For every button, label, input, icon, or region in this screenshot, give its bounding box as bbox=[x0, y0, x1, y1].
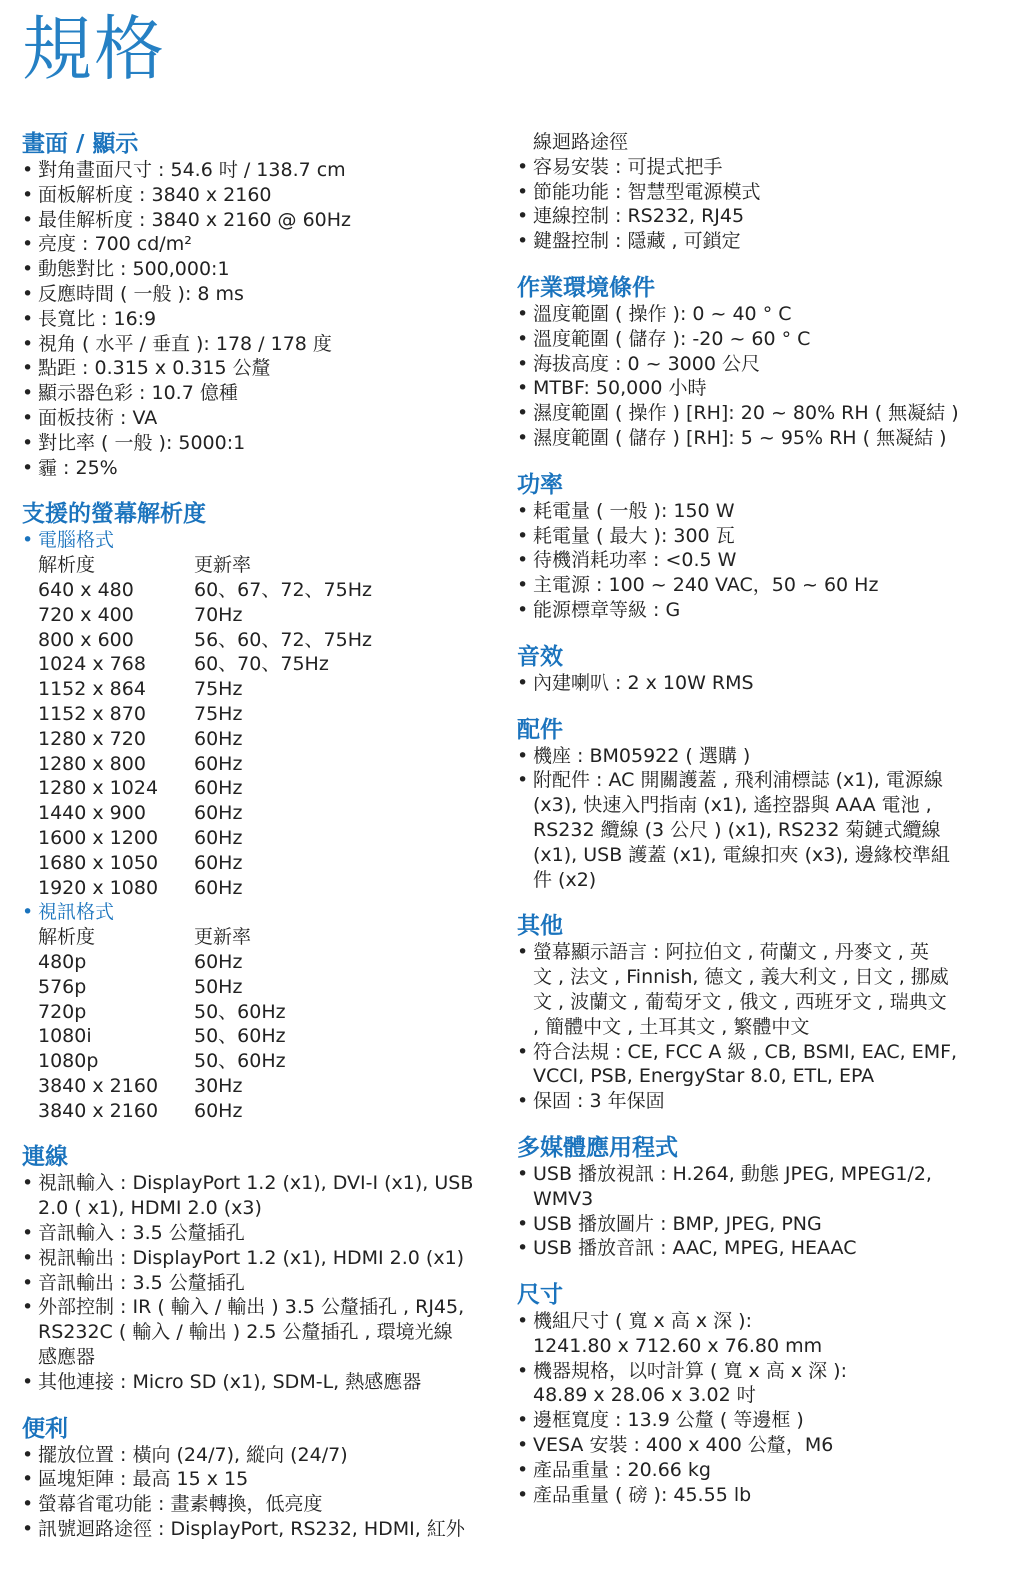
list-item: • 其他連接 : Micro SD (x1), SDM-L, 熱感應器 bbox=[22, 1370, 492, 1395]
list-item: • 鍵盤控制 : 隱藏 , 可鎖定 bbox=[517, 229, 997, 254]
resolution-cell: 3840 x 2160 bbox=[38, 1074, 159, 1097]
refresh-cell: 60Hz bbox=[194, 826, 243, 849]
table-row bbox=[38, 628, 492, 653]
table-row bbox=[38, 776, 492, 801]
table-row bbox=[38, 851, 492, 876]
list-item: • 對比率 ( 一般 ): 5000:1 bbox=[22, 431, 492, 456]
list-item-continued: 2.0 ( x1), HDMI 2.0 (x3) bbox=[38, 1197, 262, 1220]
section-heading-power: 功率 bbox=[517, 471, 563, 498]
refresh-cell: 60Hz bbox=[194, 802, 243, 825]
refresh-cell: 50、60Hz bbox=[194, 1025, 286, 1048]
table-row bbox=[38, 950, 492, 975]
list-item: • 螢幕顯示語言 : 阿拉伯文 , 荷蘭文 , 丹麥文 , 英 bbox=[517, 940, 997, 965]
list-item: • 螢幕省電功能 : 畫素轉換，低亮度 bbox=[22, 1492, 492, 1517]
resolution-cell: 1024 x 768 bbox=[38, 653, 146, 676]
table-row bbox=[38, 752, 492, 777]
environment-list bbox=[517, 302, 997, 451]
table-header bbox=[38, 553, 492, 578]
section-heading-multimedia: 多媒體應用程式 bbox=[517, 1134, 678, 1161]
resolution-cell: 3840 x 2160 bbox=[38, 1099, 159, 1122]
list-item-continued: (x3), 快速入門指南 (x1), 遙控器與 AAA 電池 , bbox=[533, 794, 932, 817]
section-heading-environment: 作業環境條件 bbox=[517, 274, 655, 301]
page-title: 規格 bbox=[22, 8, 166, 90]
table-row bbox=[38, 578, 492, 603]
table-row bbox=[38, 677, 492, 702]
list-item: • 待機消耗功率 : <0.5 W bbox=[517, 548, 997, 573]
list-item: • 面板技術 : VA bbox=[22, 406, 492, 431]
refresh-cell: 60Hz bbox=[194, 752, 243, 775]
video-format-label: • 視訊格式 bbox=[22, 900, 492, 925]
list-item: • 外部控制 : IR ( 輸入 / 輸出 ) 3.5 公釐插孔 , RJ45, bbox=[22, 1295, 492, 1320]
resolution-cell: 1080i bbox=[38, 1025, 92, 1048]
list-item: • 音訊輸入 : 3.5 公釐插孔 bbox=[22, 1221, 492, 1246]
table-row bbox=[38, 1099, 492, 1124]
pc-format-table bbox=[38, 553, 492, 900]
list-item: • 擺放位置 : 橫向 (24/7), 縱向 (24/7) bbox=[22, 1443, 492, 1468]
resolution-cell: 1280 x 1024 bbox=[38, 777, 159, 800]
list-item-continued: (x1), USB 護蓋 (x1), 電線扣夾 (x3), 邊緣校準組 bbox=[533, 843, 950, 866]
section-heading-connectivity: 連線 bbox=[22, 1144, 68, 1171]
refresh-cell: 60、67、72、75Hz bbox=[194, 578, 372, 601]
table-row bbox=[38, 1000, 492, 1025]
misc-list bbox=[517, 940, 997, 1114]
table-row bbox=[38, 603, 492, 628]
list-item-continued: 感應器 bbox=[38, 1346, 96, 1369]
list-item: • 視訊輸入 : DisplayPort 1.2 (x1), DVI-I (x1), USB bbox=[22, 1171, 492, 1196]
left-column bbox=[22, 130, 492, 1542]
table-header bbox=[38, 925, 492, 950]
convenience-list-a bbox=[22, 1443, 492, 1542]
section-heading-accessories: 配件 bbox=[517, 716, 563, 743]
resolution-cell: 640 x 480 bbox=[38, 578, 134, 601]
refresh-cell: 30Hz bbox=[194, 1074, 243, 1097]
list-item: • 保固 : 3 年保固 bbox=[517, 1089, 997, 1114]
resolution-cell: 720p bbox=[38, 1000, 87, 1023]
table-row bbox=[38, 702, 492, 727]
pc-format-list bbox=[22, 528, 492, 553]
list-item-continued: RS232C ( 輸入 / 輸出 ) 2.5 公釐插孔 , 環境光線 bbox=[38, 1321, 453, 1344]
list-item: • 機器規格，以吋計算 ( 寬 x 高 x 深 ): bbox=[517, 1359, 997, 1384]
video-format-table bbox=[38, 925, 492, 1123]
list-item: • 機組尺寸 ( 寬 x 高 x 深 ): bbox=[517, 1309, 997, 1334]
refresh-cell: 56、60、72、75Hz bbox=[194, 628, 372, 651]
list-item-continued: RS232 纜線 (3 公尺 ) (x1), RS232 菊鏈式纜線 bbox=[533, 818, 941, 841]
col-header-refresh: 更新率 bbox=[194, 926, 252, 949]
list-item: • 海拔高度 : 0 ~ 3000 公尺 bbox=[517, 352, 997, 377]
list-item: • 內建喇叭 : 2 x 10W RMS bbox=[517, 671, 997, 696]
sound-list bbox=[517, 671, 997, 696]
pc-format-label: • 電腦格式 bbox=[22, 528, 492, 553]
refresh-cell: 60Hz bbox=[194, 727, 243, 750]
list-item: • 耗電量 ( 最大 ): 300 瓦 bbox=[517, 524, 997, 549]
resolution-cell: 1152 x 864 bbox=[38, 678, 146, 701]
resolution-cell: 480p bbox=[38, 950, 87, 973]
refresh-cell: 75Hz bbox=[194, 678, 243, 701]
list-item: • VESA 安裝 : 400 x 400 公釐，M6 bbox=[517, 1433, 997, 1458]
list-item-continued: 件 (x2) bbox=[533, 868, 597, 891]
list-item: • 節能功能 : 智慧型電源模式 bbox=[517, 180, 997, 205]
list-item: • 點距 : 0.315 x 0.315 公釐 bbox=[22, 356, 492, 381]
list-item: • 視訊輸出 : DisplayPort 1.2 (x1), HDMI 2.0 (x1) bbox=[22, 1246, 492, 1271]
refresh-cell: 60Hz bbox=[194, 777, 243, 800]
resolution-cell: 1600 x 1200 bbox=[38, 826, 159, 849]
accessories-list bbox=[517, 744, 997, 893]
table-row bbox=[38, 1024, 492, 1049]
power-list bbox=[517, 499, 997, 623]
list-item: • 容易安裝 : 可提式把手 bbox=[517, 155, 997, 180]
refresh-cell: 60、70、75Hz bbox=[194, 653, 329, 676]
list-item: • 產品重量 ( 磅 ): 45.55 lb bbox=[517, 1483, 997, 1508]
table-row bbox=[38, 801, 492, 826]
list-item: • 濕度範圍 ( 儲存 ) [RH]: 5 ~ 95% RH ( 無凝結 ) bbox=[517, 426, 997, 451]
resolution-cell: 720 x 400 bbox=[38, 603, 134, 626]
list-item: • 長寬比 : 16:9 bbox=[22, 307, 492, 332]
section-heading-sound: 音效 bbox=[517, 643, 563, 670]
list-item-continued: WMV3 bbox=[533, 1187, 594, 1210]
connectivity-list bbox=[22, 1171, 492, 1394]
list-item: • 亮度 : 700 cd/m² bbox=[22, 232, 492, 257]
list-item-continued: 線迴路途徑 bbox=[533, 131, 629, 153]
convenience-list-b bbox=[517, 130, 997, 254]
refresh-cell: 60Hz bbox=[194, 876, 243, 899]
section-heading-dimensions: 尺寸 bbox=[517, 1282, 563, 1309]
resolution-cell: 576p bbox=[38, 975, 87, 998]
table-row bbox=[38, 876, 492, 901]
list-item-continued: VCCI, PSB, EnergyStar 8.0, ETL, EPA bbox=[533, 1065, 875, 1088]
list-item: • 訊號迴路途徑 : DisplayPort, RS232, HDMI, 紅外 bbox=[22, 1517, 492, 1542]
refresh-cell: 75Hz bbox=[194, 702, 243, 725]
resolution-cell: 1920 x 1080 bbox=[38, 876, 159, 899]
list-item: • 最佳解析度 : 3840 x 2160 @ 60Hz bbox=[22, 208, 492, 233]
refresh-cell: 60Hz bbox=[194, 950, 243, 973]
table-row bbox=[38, 727, 492, 752]
list-item: • 符合法規 : CE, FCC A 級 , CB, BSMI, EAC, EMF, bbox=[517, 1040, 997, 1065]
col-header-resolution: 解析度 bbox=[38, 926, 96, 949]
list-item: • 濕度範圍 ( 操作 ) [RH]: 20 ~ 80% RH ( 無凝結 ) bbox=[517, 401, 997, 426]
refresh-cell: 60Hz bbox=[194, 851, 243, 874]
list-item: • 音訊輸出 : 3.5 公釐插孔 bbox=[22, 1271, 492, 1296]
list-item-continued: 文 , 法文 , Finnish, 德文 , 義大利文 , 日文 , 挪威 bbox=[533, 966, 949, 989]
resolution-cell: 1152 x 870 bbox=[38, 702, 146, 725]
refresh-cell: 50、60Hz bbox=[194, 1000, 286, 1023]
resolution-cell: 1280 x 720 bbox=[38, 727, 146, 750]
list-item: • USB 播放視訊 : H.264, 動態 JPEG, MPEG1/2, bbox=[517, 1162, 997, 1187]
multimedia-list bbox=[517, 1162, 997, 1261]
refresh-cell: 50、60Hz bbox=[194, 1050, 286, 1073]
dimensions-list bbox=[517, 1309, 997, 1507]
right-column bbox=[517, 130, 997, 1507]
list-item: • 動態對比 : 500,000:1 bbox=[22, 257, 492, 282]
table-row bbox=[38, 826, 492, 851]
list-item: • 視角 ( 水平 / 垂直 ): 178 / 178 度 bbox=[22, 332, 492, 357]
section-heading-resolutions: 支援的螢幕解析度 bbox=[22, 501, 206, 528]
list-item-continued: 文 , 波蘭文 , 葡萄牙文 , 俄文 , 西班牙文 , 瑞典文 bbox=[533, 990, 947, 1013]
section-heading-convenience: 便利 bbox=[22, 1415, 68, 1442]
list-item: • 耗電量 ( 一般 ): 150 W bbox=[517, 499, 997, 524]
list-item: • 面板解析度 : 3840 x 2160 bbox=[22, 183, 492, 208]
list-item: • 顯示器色彩 : 10.7 億種 bbox=[22, 381, 492, 406]
refresh-cell: 60Hz bbox=[194, 1099, 243, 1122]
refresh-cell: 70Hz bbox=[194, 603, 243, 626]
list-item-continued: , 簡體中文 , 土耳其文 , 繁體中文 bbox=[533, 1015, 810, 1038]
resolution-cell: 1280 x 800 bbox=[38, 752, 146, 775]
resolution-cell: 800 x 600 bbox=[38, 628, 134, 651]
table-row bbox=[38, 1074, 492, 1099]
list-item: • 產品重量 : 20.66 kg bbox=[517, 1458, 997, 1483]
list-item: • 機座 : BM05922 ( 選購 ) bbox=[517, 744, 997, 769]
list-item: • MTBF: 50,000 小時 bbox=[517, 376, 997, 401]
section-heading-misc: 其他 bbox=[517, 913, 563, 940]
table-row bbox=[38, 1049, 492, 1074]
list-item: • 區塊矩陣 : 最高 15 x 15 bbox=[22, 1467, 492, 1492]
list-item: • 能源標章等級 : G bbox=[517, 598, 997, 623]
list-item: • USB 播放音訊 : AAC, MPEG, HEAAC bbox=[517, 1236, 997, 1261]
list-item-continued: 48.89 x 28.06 x 3.02 吋 bbox=[533, 1384, 756, 1407]
list-item: • 反應時間 ( 一般 ): 8 ms bbox=[22, 282, 492, 307]
list-item: • 主電源 : 100 ~ 240 VAC，50 ~ 60 Hz bbox=[517, 573, 997, 598]
refresh-cell: 50Hz bbox=[194, 975, 243, 998]
resolution-cell: 1680 x 1050 bbox=[38, 851, 159, 874]
list-item: • USB 播放圖片 : BMP, JPEG, PNG bbox=[517, 1212, 997, 1237]
resolution-cell: 1080p bbox=[38, 1050, 99, 1073]
video-format-list bbox=[22, 900, 492, 925]
list-item: • 溫度範圍 ( 操作 ): 0 ~ 40 ° C bbox=[517, 302, 997, 327]
list-item: • 邊框寬度 : 13.9 公釐 ( 等邊框 ) bbox=[517, 1408, 997, 1433]
list-item: • 連線控制 : RS232, RJ45 bbox=[517, 204, 997, 229]
resolution-cell: 1440 x 900 bbox=[38, 802, 146, 825]
list-item-continued: 1241.80 x 712.60 x 76.80 mm bbox=[533, 1334, 823, 1357]
display-list bbox=[22, 158, 492, 480]
list-item: • 霾 : 25% bbox=[22, 456, 492, 481]
table-row bbox=[38, 652, 492, 677]
table-row bbox=[38, 975, 492, 1000]
col-header-refresh: 更新率 bbox=[194, 554, 252, 577]
section-heading-display: 畫面 / 顯示 bbox=[22, 131, 139, 157]
list-item: • 附配件 : AC 開關護蓋 , 飛利浦標誌 (x1), 電源線 bbox=[517, 768, 997, 793]
list-item: • 溫度範圍 ( 儲存 ): -20 ~ 60 ° C bbox=[517, 327, 997, 352]
col-header-resolution: 解析度 bbox=[38, 554, 96, 577]
list-item: • 對角畫面尺寸 : 54.6 吋 / 138.7 cm bbox=[22, 158, 492, 183]
